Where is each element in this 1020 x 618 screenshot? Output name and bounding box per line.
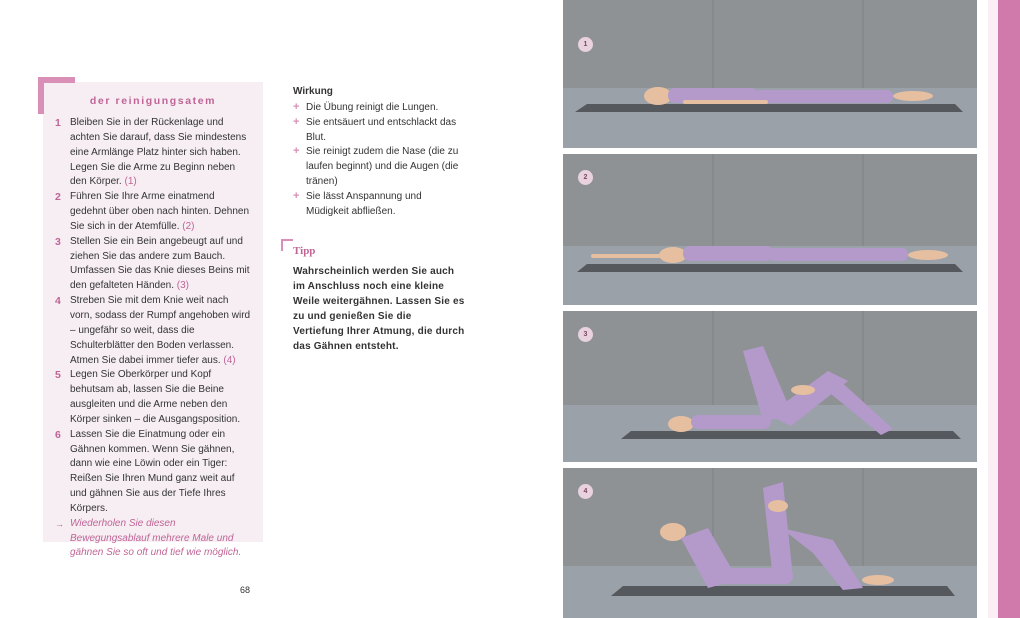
list-item: [293, 101, 463, 116]
step-text: Lassen Sie die Einatmung oder ein Gähnen kommen. Wenn Sie gähnen, dann wie eine Löwin oder ein Tiger: Reißen Sie Ihren Mund ganz weit auf und gähnen Sie aus der Tiefe Ihres Körpers.: [70, 428, 235, 514]
pose-illustration: [563, 0, 977, 148]
step-text: Streben Sie mit dem Knie weit nach vorn, sodass der Rumpf angehoben wird – ungefähr so weit, dass die Schulterblätter den Boden verlassen. Atmen Sie dabei immer tiefer aus.: [70, 295, 251, 366]
photo-label: 3: [578, 327, 593, 342]
box-title: der reinigungsatem: [89, 95, 217, 107]
step-text: Legen Sie Oberkörper und Kopf behutsam ab, lassen Sie die Beine ausgleiten und die Arme neben den Körper sinken – die Ausgangsposition.: [70, 369, 241, 425]
step-6: [52, 428, 252, 517]
image-ref: (2): [182, 220, 195, 232]
step-text: Stellen Sie ein Bein angebeugt auf und ziehen Sie das andere zum Bauch. Umfassen Sie das Knie dieses Beins mit den gefalteten Händen.: [70, 235, 250, 292]
list-item: [293, 190, 463, 220]
step-number: 4: [55, 295, 61, 308]
list-item-text: Die Übung reinigt die Lungen.: [306, 102, 439, 113]
arrow-right-icon: →: [55, 518, 64, 529]
image-ref: (3): [176, 280, 189, 292]
step-number: 6: [55, 428, 61, 441]
plus-icon: +: [293, 189, 300, 202]
pose-illustration: [563, 311, 977, 462]
page-number: 68: [240, 585, 251, 595]
step-text: Führen Sie Ihre Arme einatmend gedehnt über oben nach hinten. Dehnen Sie sich in der Atemfülle.: [70, 191, 250, 232]
photo-1: [563, 0, 977, 148]
step-number: 1: [55, 117, 61, 129]
page-edge-light: [988, 0, 998, 618]
page-edge-accent: [998, 0, 1020, 618]
photo-3: [563, 311, 977, 462]
pose-illustration: [563, 468, 977, 618]
list-item-text: Sie lässt Anspannung und Müdigkeit abfließen.: [306, 190, 422, 217]
step-2: [52, 190, 252, 235]
photo-2: [563, 154, 977, 305]
list-item: [293, 145, 463, 189]
step-number: 5: [55, 369, 61, 382]
list-item-text: Sie entsäuert und entschlackt das Blut.: [306, 116, 457, 143]
step-1: [52, 116, 252, 190]
steps-list: [52, 116, 252, 561]
list-item-text: Sie reinigt zudem die Nase (die zu laufen beginnt) und die Augen (die tränen): [306, 146, 459, 187]
step-4: [52, 294, 252, 368]
plus-icon: +: [293, 145, 300, 158]
note-text: Wiederholen Sie diesen Bewegungsablauf mehrere Male und gähnen Sie so oft und tief wie möglich.: [70, 517, 242, 559]
image-ref: (1): [124, 176, 137, 188]
wirkung-list: [293, 101, 463, 219]
pose-illustration: [563, 154, 977, 305]
plus-icon: +: [293, 115, 300, 128]
step-3: [52, 235, 252, 294]
photo-label: 1: [578, 37, 593, 52]
photo-4: [563, 468, 977, 618]
step-number: 3: [55, 235, 61, 248]
tipp-text: Wahrscheinlich werden Sie auch im Anschluss noch eine kleine Weile weitergähnen. Lassen Sie es zu und genießen Sie die Vertiefung Ihrer Atmung, die durch das Gähnen entsteht.: [293, 266, 465, 352]
list-item: [293, 116, 463, 146]
plus-icon: +: [293, 101, 300, 113]
step-text: Bleiben Sie in der Rückenlage und achten Sie darauf, dass Sie mindestens eine Armlänge Platz hinter sich haben. Legen Sie die Arme zu Beginn neben den Körper.: [70, 117, 247, 188]
repeat-note: [52, 517, 252, 562]
step-5: [52, 368, 252, 427]
photo-label: 2: [578, 170, 593, 185]
tipp-corner-ornament: [281, 239, 293, 251]
tipp-heading: Tipp: [293, 245, 316, 257]
photo-label: 4: [578, 484, 593, 499]
wirkung-heading: Wirkung: [293, 86, 333, 97]
step-number: 2: [55, 191, 61, 204]
image-ref: (4): [223, 354, 236, 366]
